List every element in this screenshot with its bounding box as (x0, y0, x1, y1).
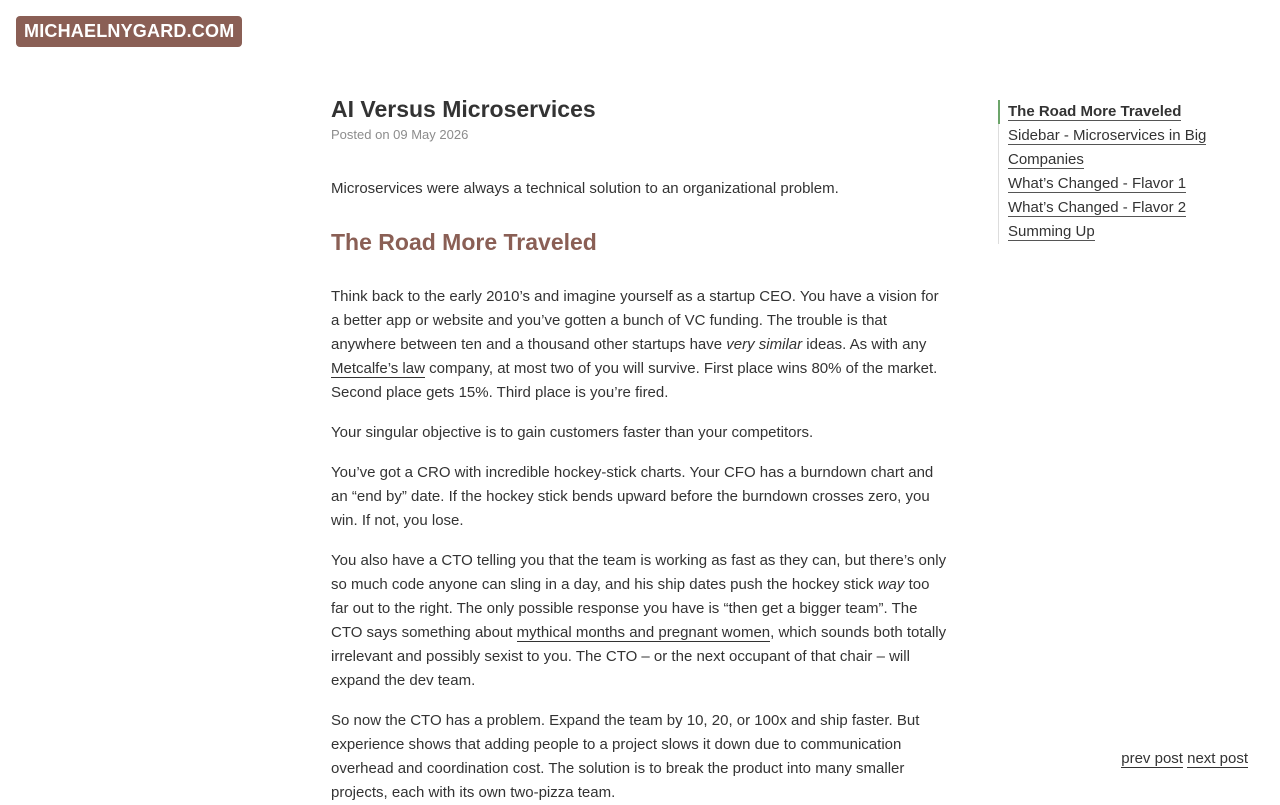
post-navigation (1121, 747, 1248, 771)
paragraph-1-text-b: ideas. As with any (802, 336, 927, 353)
intro-paragraph: Microservices were always a technical solution to an organizational problem. (331, 180, 839, 197)
toc-item-whats-changed-flavor-1[interactable] (1008, 172, 1248, 196)
toc-item-label: What’s Changed - Flavor 1 (1008, 175, 1187, 192)
toc-item-sidebar-microservices[interactable] (1008, 124, 1248, 172)
site-logo-link[interactable]: MICHAELNYGARD.COM (16, 16, 242, 47)
article (331, 92, 951, 805)
toc-item-label: Summing Up (1008, 223, 1095, 240)
toc-item-label: Sidebar - Microservices in Big Companies (1008, 127, 1207, 168)
toc-active-indicator (998, 100, 1000, 124)
prev-post-link[interactable]: prev post (1121, 750, 1183, 767)
paragraph-1-text-a: Think back to the early 2010’s and imagine yourself as a startup CEO. You have a vision for a better app or website and you’ve gotten a bunch of VC funding. The trouble is that anywhere between ten and a thousand other startups have (331, 288, 939, 353)
paragraph-3: You’ve got a CRO with incredible hockey-stick charts. Your CFO has a burndown chart and an “end by” date. If the hockey stick bends upward before the burndown crosses zero, you win. If not, you lose. (331, 464, 934, 529)
mythical-months-link[interactable]: mythical months and pregnant women (516, 624, 771, 641)
paragraph-1-emphasis: very similar (726, 336, 803, 353)
paragraph-4-text-a: You also have a CTO telling you that the team is working as fast as they can, but there’s only so much code anyone can sling in a day, and his ship dates push the hockey stick (331, 552, 947, 593)
paragraph-1-text-c: company, at most two of you will survive. First place wins 80% of the market. Second place gets 15%. Third place is you’re fired. (331, 360, 938, 401)
paragraph-4 (331, 549, 951, 693)
paragraph-4-text-c: , which sounds both totally irrelevant and possibly sexist to you. The CTO – or the next occupant of that chair – will expand the dev team. (331, 624, 947, 689)
paragraph-4-emphasis: way (877, 576, 905, 593)
next-post-link[interactable]: next post (1187, 750, 1248, 767)
toc-item-label: The Road More Traveled (1008, 103, 1182, 120)
toc-item-road-more-traveled[interactable] (1008, 100, 1248, 124)
paragraph-4-text-b: too far out to the right. The only possible response you have is “then get a bigger team”. The CTO says something about (331, 576, 930, 641)
toc-item-whats-changed-flavor-2[interactable] (1008, 196, 1248, 220)
metcalfes-law-link[interactable]: Metcalfe’s law (331, 360, 425, 377)
paragraph-5: So now the CTO has a problem. Expand the team by 10, 20, or 100x and ship faster. But experience shows that adding people to a project slows it down due to communication overhead and coordination cost. The solution is to break the product into many smaller projects, each with its own two-pizza team. (331, 712, 920, 801)
table-of-contents (998, 100, 1248, 244)
toc-item-summing-up[interactable] (1008, 220, 1248, 244)
paragraph-1 (331, 285, 951, 405)
post-title: AI Versus Microservices (331, 96, 596, 122)
section-heading-road-more-traveled: The Road More Traveled (331, 229, 597, 255)
toc-item-label: What’s Changed - Flavor 2 (1008, 199, 1187, 216)
paragraph-2: Your singular objective is to gain customers faster than your competitors. (331, 424, 814, 441)
post-date: Posted on 09 May 2026 (331, 127, 469, 142)
